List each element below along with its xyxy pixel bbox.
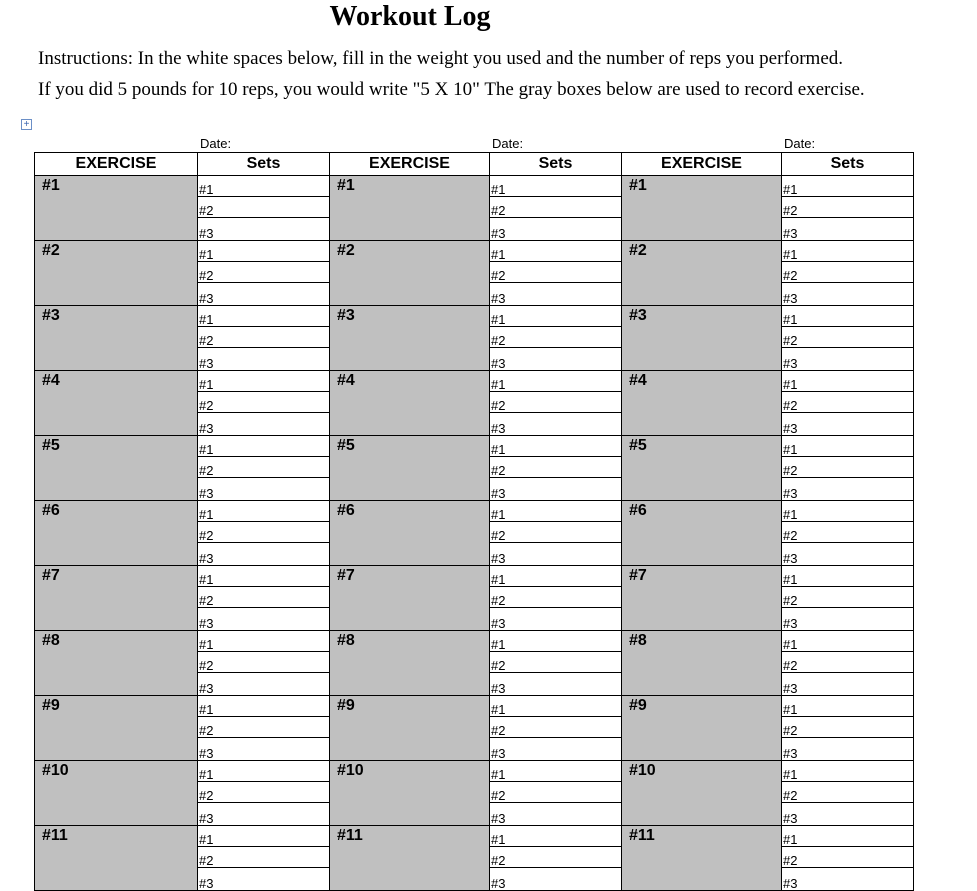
exercise-column-header: EXERCISE <box>35 153 198 176</box>
set-entry-cell[interactable]: #2 <box>782 262 914 283</box>
set-entry-cell[interactable]: #3 <box>782 543 914 566</box>
set-entry-cell[interactable]: #1 <box>782 306 914 327</box>
exercise-cell[interactable]: #11 <box>622 826 782 891</box>
set-entry-cell[interactable]: #1 <box>490 761 622 782</box>
set-entry-cell[interactable]: #1 <box>782 371 914 392</box>
set-entry-cell[interactable]: #3 <box>782 738 914 761</box>
exercise-column-header: EXERCISE <box>330 153 490 176</box>
set-entry-cell[interactable]: #2 <box>782 652 914 673</box>
date-label-2: Date: <box>492 136 524 151</box>
set-entry-cell[interactable]: #1 <box>782 696 914 717</box>
set-entry-cell[interactable]: #2 <box>198 652 330 673</box>
set-entry-cell[interactable]: #1 <box>490 241 622 262</box>
sets-column-header: Sets <box>198 153 330 176</box>
set-entry-cell[interactable]: #2 <box>198 847 330 868</box>
date-label-1: Date: <box>200 136 232 151</box>
set-entry-cell[interactable]: #2 <box>782 782 914 803</box>
set-entry-cell[interactable]: #1 <box>198 371 330 392</box>
set-entry-cell[interactable]: #1 <box>490 566 622 587</box>
set-entry-cell[interactable]: #2 <box>198 522 330 543</box>
exercise-cell[interactable]: #1 <box>35 176 198 241</box>
set-entry-cell[interactable]: #3 <box>782 218 914 241</box>
set-entry-cell[interactable]: #2 <box>198 457 330 478</box>
set-entry-cell[interactable]: #2 <box>490 847 622 868</box>
set-entry-cell[interactable]: #1 <box>198 501 330 522</box>
set-entry-cell[interactable]: #3 <box>490 608 622 631</box>
exercise-cell[interactable]: #11 <box>330 826 490 891</box>
exercise-cell[interactable]: #6 <box>35 501 198 566</box>
set-entry-cell[interactable]: #2 <box>198 197 330 218</box>
table-row <box>35 241 914 262</box>
set-entry-cell[interactable]: #1 <box>490 176 622 197</box>
table-row <box>35 826 914 847</box>
exercise-cell[interactable]: #4 <box>35 371 198 436</box>
set-entry-cell[interactable]: #3 <box>198 738 330 761</box>
set-entry-cell[interactable]: #2 <box>490 652 622 673</box>
set-entry-cell[interactable]: #1 <box>490 306 622 327</box>
set-entry-cell[interactable]: #2 <box>782 587 914 608</box>
set-entry-cell[interactable]: #3 <box>198 218 330 241</box>
set-entry-cell[interactable]: #1 <box>782 501 914 522</box>
set-entry-cell[interactable]: #1 <box>198 631 330 652</box>
set-entry-cell[interactable]: #2 <box>490 782 622 803</box>
table-row <box>35 631 914 652</box>
exercise-cell[interactable]: #8 <box>35 631 198 696</box>
exercise-cell[interactable]: #7 <box>35 566 198 631</box>
exercise-cell[interactable]: #1 <box>330 176 490 241</box>
exercise-column-header: EXERCISE <box>622 153 782 176</box>
set-entry-cell[interactable]: #2 <box>198 327 330 348</box>
set-entry-cell[interactable]: #3 <box>490 218 622 241</box>
page-title: Workout Log <box>329 1 491 32</box>
set-entry-cell[interactable]: #2 <box>782 392 914 413</box>
set-entry-cell[interactable]: #3 <box>198 283 330 306</box>
set-entry-cell[interactable]: #1 <box>198 436 330 457</box>
set-entry-cell[interactable]: #1 <box>782 761 914 782</box>
exercise-cell[interactable]: #4 <box>330 371 490 436</box>
set-entry-cell[interactable]: #3 <box>198 803 330 826</box>
exercise-cell[interactable]: #9 <box>330 696 490 761</box>
set-entry-cell[interactable]: #2 <box>198 717 330 738</box>
exercise-cell[interactable]: #10 <box>622 761 782 826</box>
set-entry-cell[interactable]: #1 <box>490 436 622 457</box>
instructions-line-2: If you did 5 pounds for 10 reps, you would write "5 X 10" The gray boxes below are used to record exercise. <box>38 79 865 100</box>
exercise-cell[interactable]: #3 <box>35 306 198 371</box>
set-entry-cell[interactable]: #1 <box>782 826 914 847</box>
set-entry-cell[interactable]: #1 <box>782 631 914 652</box>
set-entry-cell[interactable]: #3 <box>490 803 622 826</box>
set-entry-cell[interactable]: #3 <box>782 608 914 631</box>
exercise-cell[interactable]: #9 <box>622 696 782 761</box>
exercise-cell[interactable]: #6 <box>330 501 490 566</box>
exercise-cell[interactable]: #2 <box>35 241 198 306</box>
set-entry-cell[interactable]: #3 <box>198 348 330 371</box>
exercise-cell[interactable]: #6 <box>622 501 782 566</box>
set-entry-cell[interactable]: #1 <box>490 696 622 717</box>
set-entry-cell[interactable]: #1 <box>198 696 330 717</box>
set-entry-cell[interactable]: #3 <box>782 348 914 371</box>
set-entry-cell[interactable]: #2 <box>782 457 914 478</box>
table-row <box>35 306 914 327</box>
set-entry-cell[interactable]: #3 <box>782 868 914 891</box>
set-entry-cell[interactable]: #1 <box>490 501 622 522</box>
sets-column-header: Sets <box>490 153 622 176</box>
exercise-cell[interactable]: #7 <box>622 566 782 631</box>
table-row <box>35 176 914 197</box>
set-entry-cell[interactable]: #3 <box>782 413 914 436</box>
date-label-3: Date: <box>784 136 816 151</box>
exercise-cell[interactable]: #3 <box>330 306 490 371</box>
table-move-handle-icon[interactable]: + <box>21 119 32 130</box>
table-row <box>35 501 914 522</box>
set-entry-cell[interactable]: #1 <box>490 371 622 392</box>
set-entry-cell[interactable]: #2 <box>490 587 622 608</box>
exercise-cell[interactable]: #4 <box>622 371 782 436</box>
exercise-cell[interactable]: #11 <box>35 826 198 891</box>
set-entry-cell[interactable]: #2 <box>782 522 914 543</box>
set-entry-cell[interactable]: #3 <box>198 608 330 631</box>
set-entry-cell[interactable]: #1 <box>490 826 622 847</box>
set-entry-cell[interactable]: #2 <box>782 197 914 218</box>
set-entry-cell[interactable]: #3 <box>782 283 914 306</box>
set-entry-cell[interactable]: #3 <box>490 348 622 371</box>
exercise-cell[interactable]: #9 <box>35 696 198 761</box>
set-entry-cell[interactable]: #2 <box>198 782 330 803</box>
set-entry-cell[interactable]: #2 <box>198 587 330 608</box>
exercise-cell[interactable]: #3 <box>622 306 782 371</box>
set-entry-cell[interactable]: #2 <box>198 262 330 283</box>
exercise-cell[interactable]: #2 <box>330 241 490 306</box>
set-entry-cell[interactable]: #2 <box>490 522 622 543</box>
set-entry-cell[interactable]: #3 <box>198 868 330 891</box>
exercise-cell[interactable]: #5 <box>35 436 198 501</box>
set-entry-cell[interactable]: #2 <box>782 717 914 738</box>
set-entry-cell[interactable]: #3 <box>490 413 622 436</box>
exercise-cell[interactable]: #5 <box>622 436 782 501</box>
set-entry-cell[interactable]: #3 <box>198 543 330 566</box>
set-entry-cell[interactable]: #3 <box>490 283 622 306</box>
set-entry-cell[interactable]: #1 <box>198 241 330 262</box>
set-entry-cell[interactable]: #1 <box>198 306 330 327</box>
set-entry-cell[interactable]: #1 <box>782 176 914 197</box>
set-entry-cell[interactable]: #2 <box>198 392 330 413</box>
instructions-line-1: Instructions: In the white spaces below, fill in the weight you used and the number of reps you performed. <box>38 48 844 69</box>
set-entry-cell[interactable]: #2 <box>490 197 622 218</box>
exercise-cell[interactable]: #1 <box>622 176 782 241</box>
set-entry-cell[interactable]: #3 <box>782 803 914 826</box>
set-entry-cell[interactable]: #2 <box>782 327 914 348</box>
set-entry-cell[interactable]: #3 <box>490 738 622 761</box>
set-entry-cell[interactable]: #3 <box>782 478 914 501</box>
table-header-row <box>35 153 914 176</box>
table-row <box>35 436 914 457</box>
set-entry-cell[interactable]: #2 <box>490 262 622 283</box>
sets-column-header: Sets <box>782 153 914 176</box>
set-entry-cell[interactable]: #2 <box>490 392 622 413</box>
exercise-cell[interactable]: #10 <box>35 761 198 826</box>
set-entry-cell[interactable]: #3 <box>198 413 330 436</box>
set-entry-cell[interactable]: #3 <box>198 478 330 501</box>
table-row <box>35 371 914 392</box>
workout-log-table <box>34 152 914 891</box>
set-entry-cell[interactable]: #1 <box>198 826 330 847</box>
table-row <box>35 761 914 782</box>
table-row <box>35 566 914 587</box>
set-entry-cell[interactable]: #3 <box>490 478 622 501</box>
exercise-cell[interactable]: #10 <box>330 761 490 826</box>
set-entry-cell[interactable]: #2 <box>490 457 622 478</box>
set-entry-cell[interactable]: #2 <box>490 717 622 738</box>
exercise-cell[interactable]: #7 <box>330 566 490 631</box>
set-entry-cell[interactable]: #3 <box>490 543 622 566</box>
exercise-cell[interactable]: #8 <box>330 631 490 696</box>
set-entry-cell[interactable]: #2 <box>782 847 914 868</box>
set-entry-cell[interactable]: #1 <box>198 761 330 782</box>
set-entry-cell[interactable]: #3 <box>490 673 622 696</box>
set-entry-cell[interactable]: #3 <box>198 673 330 696</box>
set-entry-cell[interactable]: #1 <box>198 176 330 197</box>
set-entry-cell[interactable]: #1 <box>782 436 914 457</box>
set-entry-cell[interactable]: #1 <box>782 566 914 587</box>
set-entry-cell[interactable]: #1 <box>490 631 622 652</box>
set-entry-cell[interactable]: #1 <box>198 566 330 587</box>
exercise-cell[interactable]: #5 <box>330 436 490 501</box>
table-row <box>35 696 914 717</box>
set-entry-cell[interactable]: #3 <box>782 673 914 696</box>
exercise-cell[interactable]: #2 <box>622 241 782 306</box>
set-entry-cell[interactable]: #1 <box>782 241 914 262</box>
set-entry-cell[interactable]: #3 <box>490 868 622 891</box>
set-entry-cell[interactable]: #2 <box>490 327 622 348</box>
exercise-cell[interactable]: #8 <box>622 631 782 696</box>
